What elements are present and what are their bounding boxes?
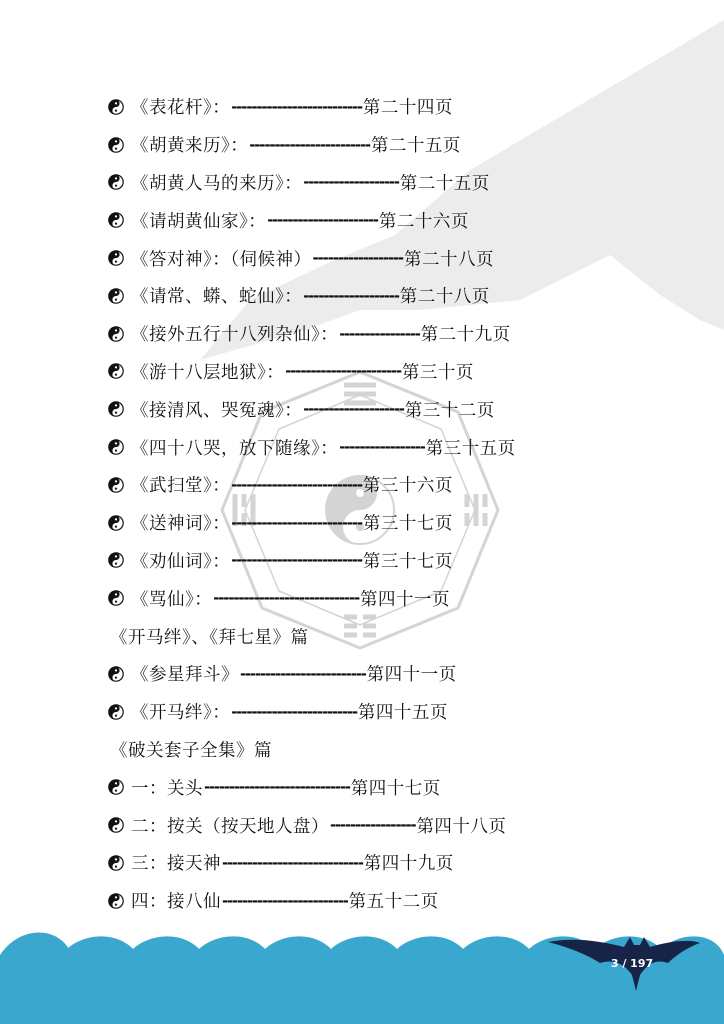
yin-yang-icon: [108, 552, 124, 568]
dot-leader: -----------------------: [285, 362, 401, 381]
entry-page: 第二十六页: [378, 211, 469, 232]
toc-entry: [108, 655, 708, 693]
entry-page: 第四十八页: [416, 816, 507, 837]
table-of-contents: [108, 88, 708, 920]
toc-entry: [108, 126, 708, 164]
toc-entry: [108, 542, 708, 580]
entry-title: 二：按关（按天地人盘）: [131, 816, 329, 837]
entry-page: 第三十六页: [362, 476, 453, 497]
dot-leader: --------------------------: [231, 475, 362, 494]
yin-yang-icon: [108, 288, 124, 304]
yin-yang-icon: [108, 174, 124, 190]
entry-title: 《接清风、哭冤魂》：: [131, 400, 303, 421]
entry-title: 《表花杆》：: [131, 98, 231, 119]
yin-yang-icon: [108, 137, 124, 153]
entry-page: 第二十五页: [370, 136, 461, 157]
entry-title: 《骂仙》：: [131, 589, 213, 610]
yin-yang-icon: [108, 817, 124, 833]
entry-page: 第三十七页: [362, 551, 453, 572]
entry-page: 第四十九页: [363, 854, 454, 875]
toc-entry: [108, 390, 708, 428]
toc-entry: [108, 88, 708, 126]
toc-entry: [108, 201, 708, 239]
yin-yang-icon: [108, 439, 124, 455]
toc-entry: [108, 315, 708, 353]
yin-yang-icon: [108, 590, 124, 606]
entry-title: 《参星拜斗》: [131, 665, 239, 686]
entry-title: 《胡黄人马的来历》：: [131, 173, 303, 194]
entry-page: 第三十五页: [425, 438, 516, 459]
dot-leader: ----------------------------: [222, 853, 363, 872]
toc-entry: [108, 844, 708, 882]
dot-leader: -------------------------: [222, 891, 348, 910]
dot-leader: -------------------------: [231, 702, 357, 721]
dot-leader: --------------------------: [231, 513, 362, 532]
section-heading-text: 《开马绊》、《拜七星》篇: [110, 627, 309, 648]
yin-yang-icon: [108, 666, 124, 682]
entry-page: 第四十一页: [366, 665, 457, 686]
entry-title: 《送神词》：: [131, 514, 231, 535]
entry-title: 《游十八层地狱》：: [131, 362, 285, 383]
dot-leader: --------------------------: [231, 97, 362, 116]
dot-leader: -------------------: [303, 173, 399, 192]
entry-title: 《接外五行十八列杂仙》：: [131, 325, 339, 346]
entry-title: 《开马绊》：: [131, 703, 231, 724]
entry-page: 第三十页: [401, 362, 474, 383]
toc-entry: [108, 239, 708, 277]
yin-yang-icon: [108, 515, 124, 531]
dot-leader: ------------------------: [249, 135, 370, 154]
entry-title: 三：接天神: [131, 854, 221, 875]
toc-entry: [108, 428, 708, 466]
yin-yang-icon: [108, 212, 124, 228]
dot-leader: -----------------: [330, 816, 416, 835]
toc-entry: [108, 806, 708, 844]
toc-entry: [108, 353, 708, 391]
toc-entry: [108, 466, 708, 504]
yin-yang-icon: [108, 326, 124, 342]
yin-yang-icon: [108, 704, 124, 720]
yin-yang-icon: [108, 99, 124, 115]
section-heading: [108, 731, 708, 769]
entry-page: 第二十八页: [403, 249, 494, 270]
entry-title: 《劝仙词》：: [131, 551, 231, 572]
entry-page: 第二十五页: [399, 173, 490, 194]
entry-page: 第四十七页: [350, 778, 441, 799]
section-heading-text: 《破关套子全集》篇: [110, 740, 272, 761]
dot-leader: --------------------: [303, 400, 404, 419]
entry-title: 《请常、蟒、蛇仙》：: [131, 287, 303, 308]
toc-entry: [108, 579, 708, 617]
toc-entry: [108, 693, 708, 731]
entry-title: 《答对神》：（伺候神）: [131, 249, 312, 270]
entry-title: 《武扫堂》：: [131, 476, 231, 497]
dot-leader: --------------------------: [231, 551, 362, 570]
toc-entry: [108, 504, 708, 542]
entry-page: 第四十五页: [357, 703, 448, 724]
dot-leader: ----------------: [339, 324, 420, 343]
dot-leader: ----------------------: [267, 211, 378, 230]
dot-leader: -----------------: [339, 438, 425, 457]
dot-leader: -------------------: [303, 286, 399, 305]
dot-leader: -----------------------------: [213, 589, 359, 608]
entry-page: 第四十一页: [360, 589, 450, 610]
yin-yang-icon: [108, 363, 124, 379]
section-heading: [108, 617, 708, 655]
entry-title: 《四十八哭，放下随缘》：: [131, 438, 339, 459]
entry-title: 一：关头: [131, 778, 203, 799]
entry-page: 第二十八页: [399, 287, 490, 308]
entry-page: 第二十四页: [362, 98, 453, 119]
page-number: 3 / 197: [610, 957, 654, 970]
dot-leader: -----------------------------: [204, 778, 350, 797]
entry-title: 四：接八仙: [131, 892, 221, 913]
yin-yang-icon: [108, 477, 124, 493]
yin-yang-icon: [108, 250, 124, 266]
entry-page: 第二十九页: [420, 325, 511, 346]
entry-title: 《胡黄来历》：: [131, 136, 249, 157]
toc-entry: [108, 768, 708, 806]
yin-yang-icon: [108, 779, 124, 795]
dot-leader: -------------------------: [240, 664, 366, 683]
toc-entry: [108, 164, 708, 202]
entry-page: 第三十二页: [404, 400, 495, 421]
dot-leader: ------------------: [312, 249, 403, 268]
yin-yang-icon: [108, 855, 124, 871]
yin-yang-icon: [108, 401, 124, 417]
toc-entry: [108, 882, 708, 920]
entry-title: 《请胡黄仙家》：: [131, 211, 267, 232]
entry-page: 第三十七页: [362, 514, 453, 535]
yin-yang-icon: [108, 893, 124, 909]
toc-entry: [108, 277, 708, 315]
entry-page: 第五十二页: [348, 892, 439, 913]
